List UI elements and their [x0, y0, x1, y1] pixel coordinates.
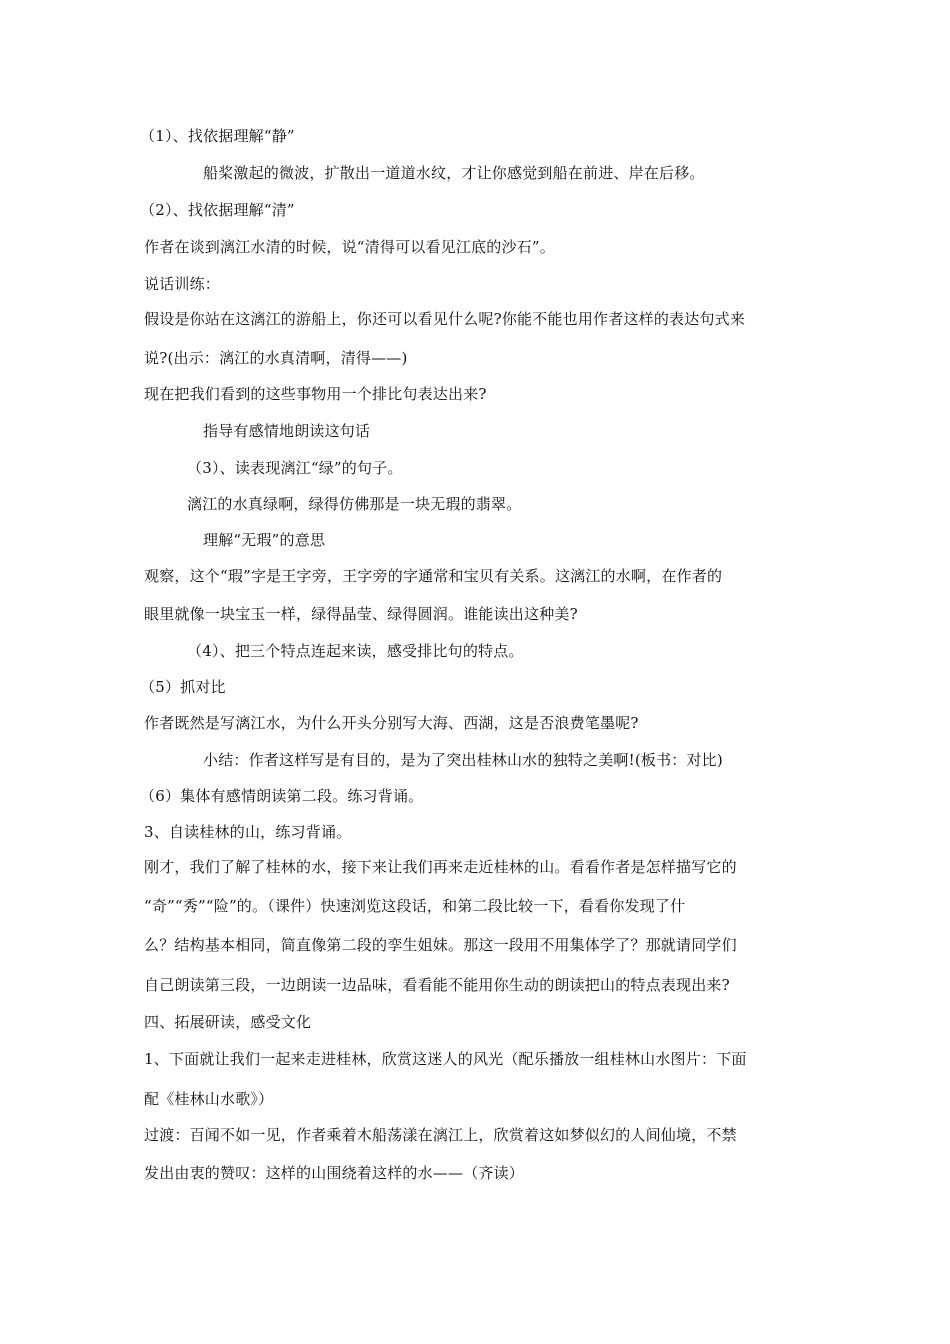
text-line: 作者既然是写漓江水，为什么开头分别写大海、西湖，这是否浪费笔墨呢? [144, 714, 639, 732]
text-line: 漓江的水真绿啊，绿得仿佛那是一块无瑕的翡翠。 [187, 495, 522, 513]
text-line: 配《桂林山水歌》） [144, 1090, 274, 1108]
text-line: 刚才，我们了解了桂林的水，接下来让我们再来走近桂林的山。看看作者是怎样描写它的 [144, 858, 737, 876]
text-line: 指导有感情地朗读这句话 [203, 422, 371, 440]
text-line: 理解“无瑕”的意思 [203, 531, 326, 549]
text-line: 自己朗读第三段，一边朗读一边品味，看看能不能用你生动的朗读把山的特点表现出来? [144, 976, 730, 994]
text-line: 1、下面就让我们一起来走进桂林，欣赏这迷人的风光（配乐播放一组桂林山水图片：下面 [144, 1050, 747, 1068]
text-line: 假设是你站在这漓江的游船上，你还可以看见什么呢?你能不能也用作者这样的表达句式来 [144, 310, 746, 328]
text-line: 说话训练： [144, 275, 221, 293]
text-line: 现在把我们看到的这些事物用一个排比句表达出来? [144, 385, 487, 403]
text-line: 么？结构基本相同，简直像第二段的孪生姐妹。那这一段用不用集体学了？那就请同学们 [144, 936, 737, 954]
text-line: 作者在谈到漓江水清的时候，说“清得可以看见江底的沙石”。 [144, 238, 555, 256]
text-line: 3、自读桂林的山，练习背诵。 [144, 823, 352, 841]
text-line: 说?(出示：漓江的水真清啊，清得——) [144, 349, 408, 367]
text-line: 船桨激起的微波，扩散出一道道水纹，才让你感觉到船在前进、岸在后移。 [203, 164, 705, 182]
text-line: 观察，这个“瑕”字是王字旁，王字旁的字通常和宝贝有关系。这漓江的水啊，在作者的 [144, 567, 723, 585]
text-line: （2）、找依据理解“清” [140, 201, 295, 219]
text-line: （6）集体有感情朗读第二段。练习背诵。 [140, 787, 424, 805]
text-line: 小结：作者这样写是有目的，是为了突出桂林山水的独特之美啊!(板书：对比) [203, 751, 723, 769]
text-line: 四、拓展研读，感受文化 [144, 1013, 312, 1031]
text-line: 眼里就像一块宝玉一样，绿得晶莹、绿得圆润。谁能读出这种美? [144, 605, 578, 623]
text-line: 过渡：百闻不如一见，作者乘着木船荡漾在漓江上，欣赏着这如梦似幻的人间仙境，不禁 [144, 1126, 737, 1144]
text-line: （4）、把三个特点连起来读，感受排比句的特点。 [187, 642, 524, 660]
text-line: 发出由衷的赞叹：这样的山围绕着这样的水——（齐读） [144, 1164, 525, 1182]
text-line: （1）、找依据理解“静” [140, 127, 295, 145]
text-line: （5）抓对比 [140, 678, 226, 696]
text-line: （3）、读表现漓江“绿”的句子。 [187, 459, 403, 477]
text-line: “奇”“秀”“险”的。（课件）快速浏览这段话，和第二段比较一下，看看你发现了什 [144, 897, 686, 915]
